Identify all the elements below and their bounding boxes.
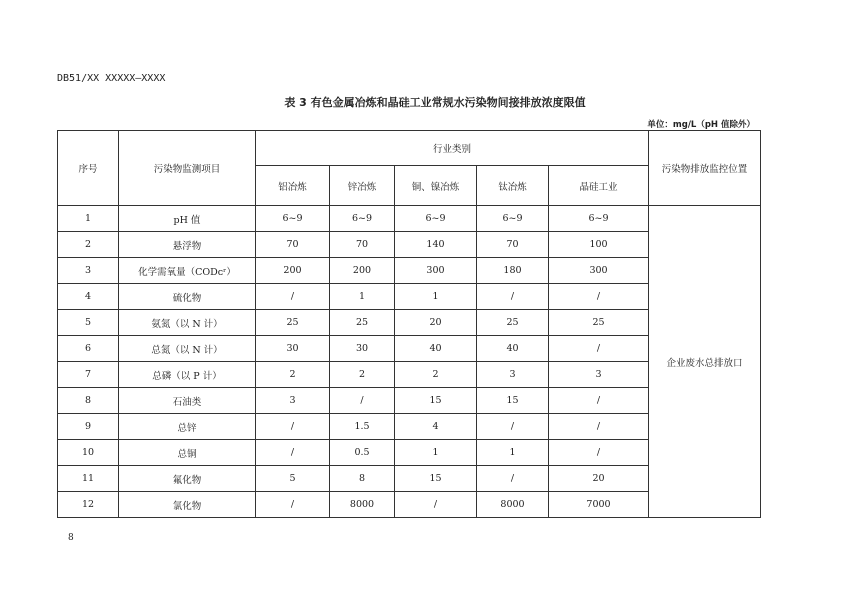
- row-value: /: [477, 284, 549, 310]
- row-value: 25: [256, 310, 330, 336]
- row-value: 300: [549, 258, 649, 284]
- emission-limits-table: [57, 130, 761, 518]
- row-value: /: [549, 440, 649, 466]
- row-value: 200: [256, 258, 330, 284]
- row-value: 1.5: [330, 414, 395, 440]
- page-number: 8: [68, 533, 74, 543]
- row-value: /: [256, 414, 330, 440]
- row-value: 8: [330, 466, 395, 492]
- row-value: 6~9: [330, 206, 395, 232]
- header-industry-group: 行业类别: [256, 131, 649, 166]
- row-value: 15: [395, 466, 477, 492]
- row-seq: 5: [58, 310, 119, 336]
- row-value: 6~9: [477, 206, 549, 232]
- row-value: 8000: [330, 492, 395, 518]
- row-seq: 4: [58, 284, 119, 310]
- row-seq: 2: [58, 232, 119, 258]
- unit-note: 单位：mg/L（pH 值除外）: [647, 120, 755, 130]
- row-value: 20: [395, 310, 477, 336]
- header-location: 污染物排放监控位置: [649, 131, 761, 206]
- row-item: 总磷（以 P 计）: [119, 362, 256, 388]
- row-value: 20: [549, 466, 649, 492]
- table-title: 表 3 有色金属冶炼和晶硅工业常规水污染物间接排放浓度限值: [284, 96, 586, 109]
- row-item: 氟化物: [119, 466, 256, 492]
- row-item: pH 值: [119, 206, 256, 232]
- row-value: 180: [477, 258, 549, 284]
- header-industry: 钛冶炼: [477, 166, 549, 206]
- row-value: 6~9: [549, 206, 649, 232]
- row-value: /: [477, 414, 549, 440]
- row-seq: 6: [58, 336, 119, 362]
- row-value: /: [256, 492, 330, 518]
- row-value: 300: [395, 258, 477, 284]
- row-value: 8000: [477, 492, 549, 518]
- header-item: 污染物监测项目: [119, 131, 256, 206]
- row-value: /: [256, 440, 330, 466]
- row-value: 100: [549, 232, 649, 258]
- row-value: 25: [330, 310, 395, 336]
- row-value: /: [477, 466, 549, 492]
- row-value: 70: [256, 232, 330, 258]
- header-industry: 铜、镍冶炼: [395, 166, 477, 206]
- row-seq: 11: [58, 466, 119, 492]
- row-item: 总锌: [119, 414, 256, 440]
- row-value: 30: [330, 336, 395, 362]
- row-value: 6~9: [256, 206, 330, 232]
- row-value: 140: [395, 232, 477, 258]
- row-value: 3: [256, 388, 330, 414]
- row-value: 1: [395, 440, 477, 466]
- row-value: 3: [477, 362, 549, 388]
- row-value: 40: [395, 336, 477, 362]
- row-value: 2: [256, 362, 330, 388]
- row-value: 25: [477, 310, 549, 336]
- row-seq: 10: [58, 440, 119, 466]
- row-value: 5: [256, 466, 330, 492]
- row-value: 1: [330, 284, 395, 310]
- row-value: 15: [477, 388, 549, 414]
- table-row: [58, 206, 761, 232]
- row-item: 化学需氧量（CODᴄʳ）: [119, 258, 256, 284]
- row-item: 总氮（以 N 计）: [119, 336, 256, 362]
- row-value: 40: [477, 336, 549, 362]
- row-item: 悬浮物: [119, 232, 256, 258]
- row-seq: 9: [58, 414, 119, 440]
- row-seq: 12: [58, 492, 119, 518]
- row-value: 30: [256, 336, 330, 362]
- row-value: /: [256, 284, 330, 310]
- row-value: 7000: [549, 492, 649, 518]
- row-value: /: [549, 388, 649, 414]
- row-value: 1: [395, 284, 477, 310]
- row-value: /: [549, 336, 649, 362]
- row-value: 200: [330, 258, 395, 284]
- row-item: 石油类: [119, 388, 256, 414]
- document-id: DB51/XX XXXXX—XXXX: [57, 73, 166, 84]
- row-value: 15: [395, 388, 477, 414]
- row-value: /: [549, 284, 649, 310]
- row-item: 总铜: [119, 440, 256, 466]
- row-seq: 7: [58, 362, 119, 388]
- row-value: 0.5: [330, 440, 395, 466]
- row-seq: 3: [58, 258, 119, 284]
- row-value: 25: [549, 310, 649, 336]
- row-value: 70: [330, 232, 395, 258]
- row-value: 1: [477, 440, 549, 466]
- header-industry: 锌冶炼: [330, 166, 395, 206]
- row-value: 3: [549, 362, 649, 388]
- monitoring-location: 企业废水总排放口: [649, 206, 761, 518]
- row-seq: 8: [58, 388, 119, 414]
- header-seq: 序号: [58, 131, 119, 206]
- row-value: /: [549, 414, 649, 440]
- row-seq: 1: [58, 206, 119, 232]
- row-value: 2: [330, 362, 395, 388]
- row-value: 70: [477, 232, 549, 258]
- row-value: 4: [395, 414, 477, 440]
- row-item: 硫化物: [119, 284, 256, 310]
- row-value: /: [330, 388, 395, 414]
- row-item: 氨氮（以 N 计）: [119, 310, 256, 336]
- header-industry: 铝冶炼: [256, 166, 330, 206]
- row-item: 氯化物: [119, 492, 256, 518]
- row-value: 2: [395, 362, 477, 388]
- header-industry: 晶硅工业: [549, 166, 649, 206]
- row-value: 6~9: [395, 206, 477, 232]
- row-value: /: [395, 492, 477, 518]
